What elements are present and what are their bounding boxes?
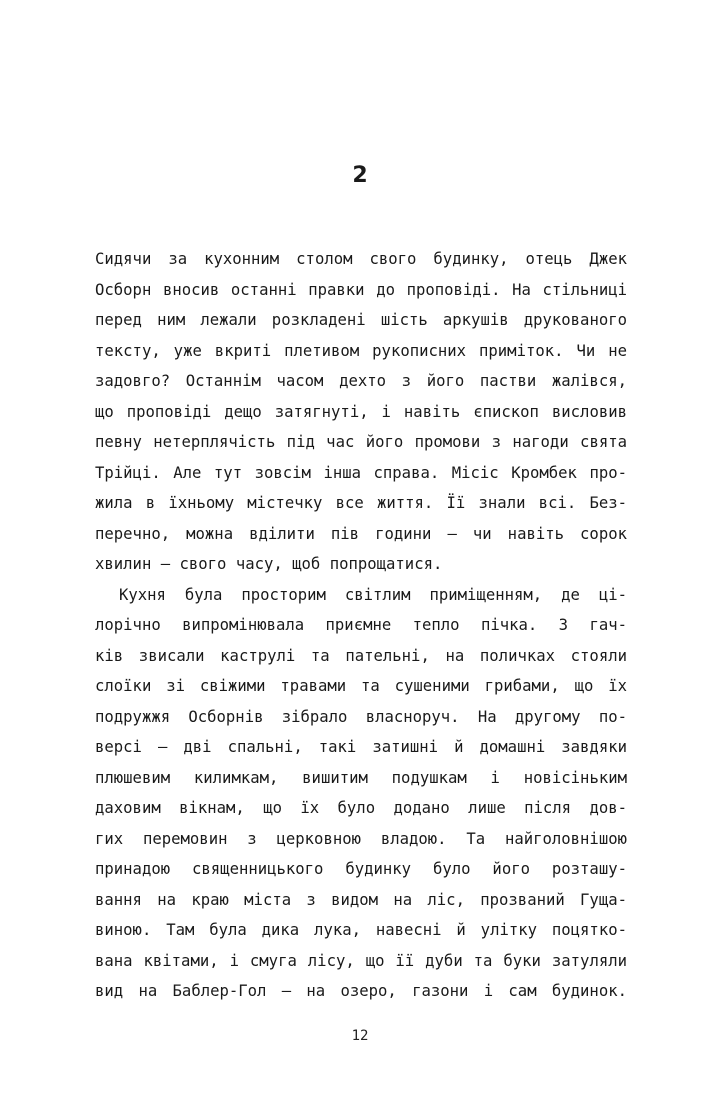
- text-line: слоїки зі свіжими травами та сушеними грибами, що їх: [95, 677, 627, 695]
- chapter-number: 2: [352, 163, 368, 188]
- text-line: гих перемовин з церковною владою. Та найголовнішою: [95, 829, 627, 848]
- text-line: Сидячи за кухонним столом свого будинку, отець Джек: [95, 250, 627, 268]
- text-line: Трійці. Але тут зовсім інша справа. Місіс Кромбек про-: [95, 463, 627, 482]
- text-line: лорічно випромінювала приємне тепло пічка. З гач-: [95, 616, 627, 634]
- text-line: тексту, уже вкриті плетивом рукописних приміток. Чи не: [95, 341, 627, 360]
- text-line: плюшевим килимкам, вишитим подушкам і новісіньким: [95, 768, 627, 787]
- text-line: Кухня була просторим світлим приміщенням, де ці-: [119, 585, 627, 604]
- text-line: хвилин — свого часу, щоб попрощатися.: [95, 555, 443, 573]
- paragraph-1: [95, 244, 627, 580]
- text-line: певну нетерплячість під час його промови з нагоди свята: [95, 433, 627, 451]
- text-line: вання на краю міста з видом на ліс, прозваний Гуща-: [95, 890, 627, 909]
- page-number: 12: [351, 1028, 369, 1044]
- text-line: Осборн вносив останні правки до проповіді. На стільниці: [95, 280, 627, 299]
- text-line: принадою священницького будинку було його розташу-: [95, 860, 627, 878]
- text-line: вид на Баблер-Гол — на озеро, газони і сам будинок.: [95, 982, 627, 1000]
- text-line: що проповіді дещо затягнуті, і навіть єпископ висловив: [95, 402, 627, 421]
- text-line: перечно, можна вділити пів години — чи навіть сорок: [95, 524, 627, 543]
- text-line: жила в їхньому містечку все життя. Її знали всі. Без-: [95, 494, 627, 512]
- paragraph-2: [95, 580, 627, 1007]
- text-line: ків звисали каструлі та пательні, на поличках стояли: [95, 646, 627, 665]
- text-line: виною. Там була дика лука, навесні й улітку поцятко-: [95, 921, 627, 939]
- text-line: даховим вікнам, що їх було додано лише після дов-: [95, 799, 627, 817]
- text-line: перед ним лежали розкладені шість аркушів друкованого: [95, 311, 627, 329]
- text-line: подружжя Осборнів зібрало власноруч. На другому по-: [95, 707, 627, 726]
- body-text: [95, 244, 627, 1007]
- text-line: задовго? Останнім часом дехто з його пастви жалівся,: [95, 372, 627, 390]
- text-line: версі — дві спальні, такі затишні й домашні завдяки: [95, 738, 627, 756]
- text-line: вана квітами, і смуга лісу, що її дуби та буки затуляли: [95, 951, 627, 970]
